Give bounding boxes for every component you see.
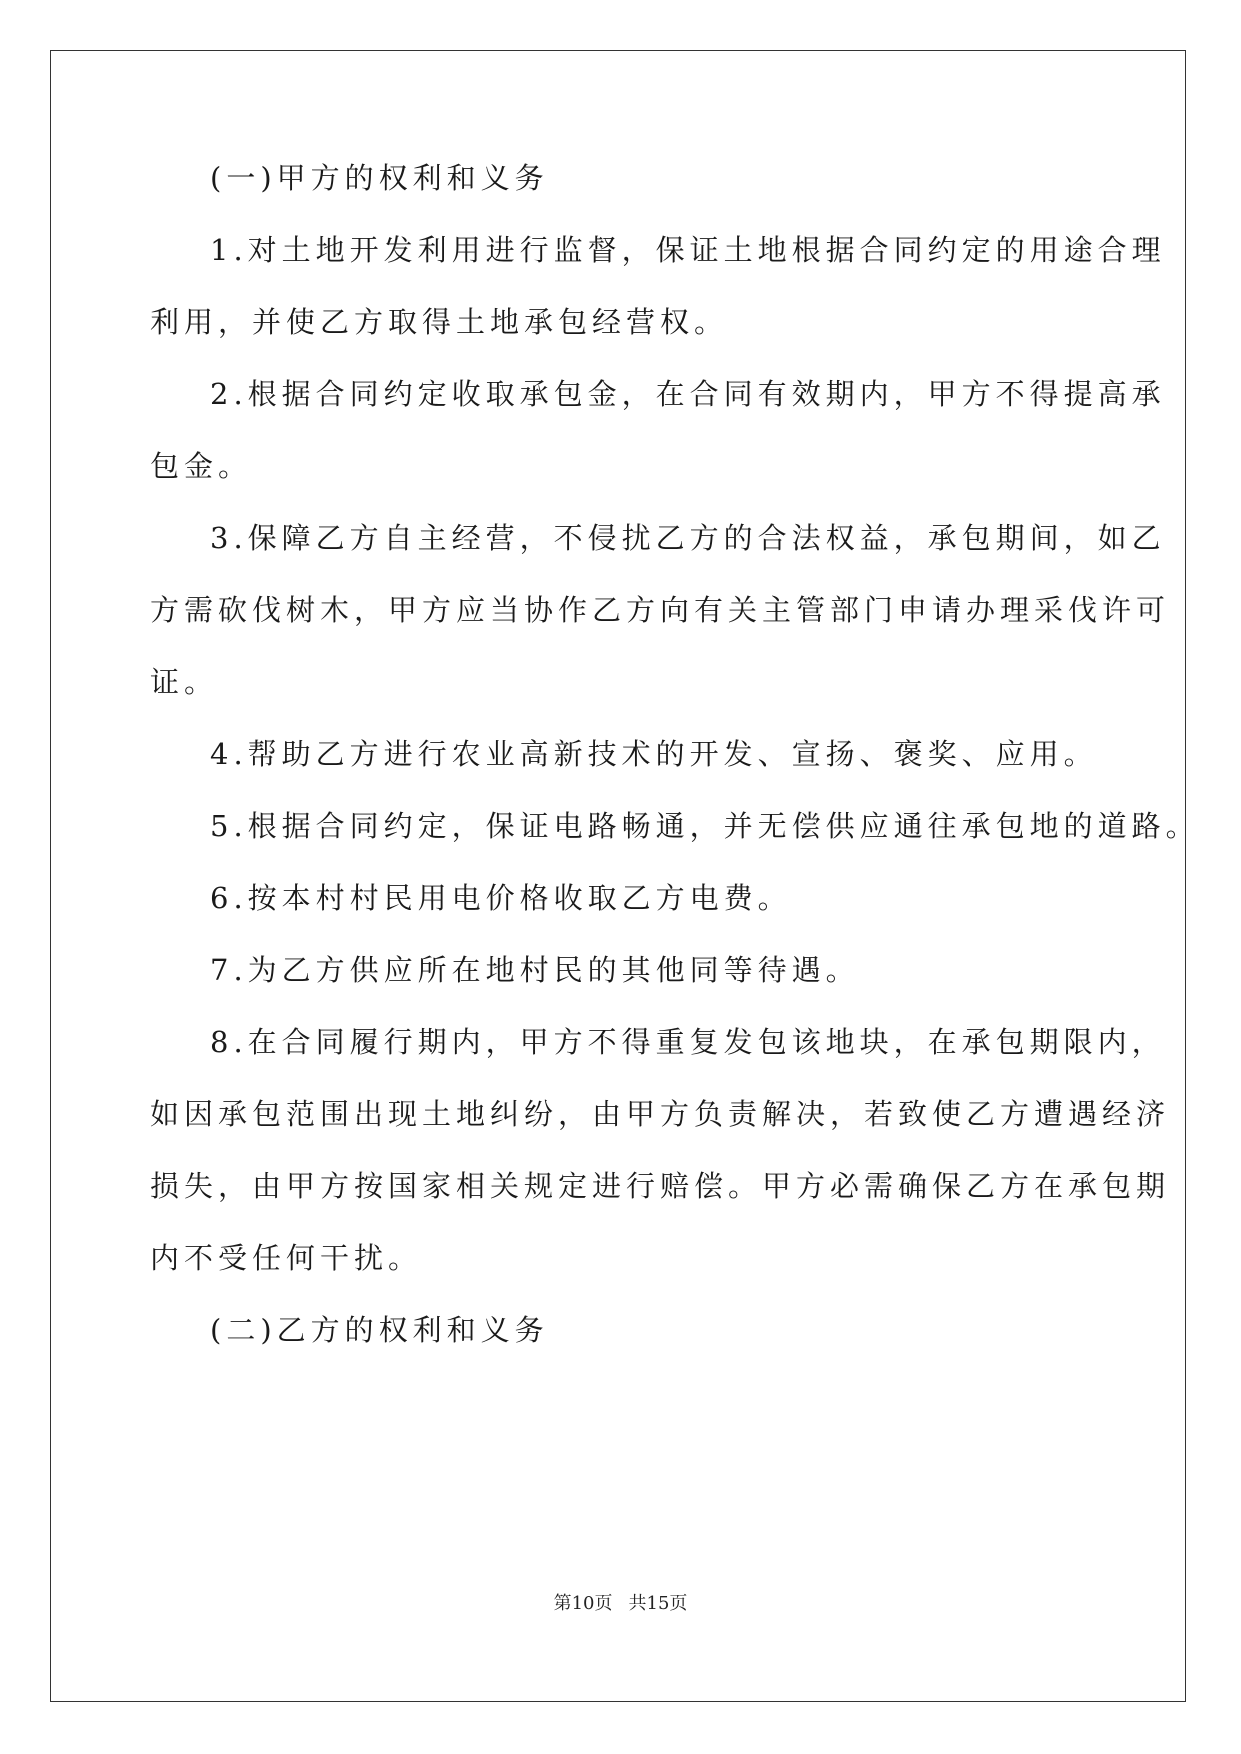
page-total: 共15页 <box>628 1593 688 1614</box>
paragraph-line: 6.按本村村民用电价格收取乙方电费。 <box>210 881 792 915</box>
paragraph-line: 损失，由甲方按国家相关规定进行赔偿。甲方必需确保乙方在承包期 <box>150 1169 1171 1203</box>
page-border <box>50 50 1186 1702</box>
paragraph-line: 1.对土地开发利用进行监督，保证土地根据合同约定的用途合理 <box>210 233 1166 267</box>
paragraph-line: 7.为乙方供应所在地村民的其他同等待遇。 <box>210 953 860 987</box>
page-number: 第10页 <box>553 1593 613 1614</box>
paragraph-line: 方需砍伐树木，甲方应当协作乙方向有关主管部门申请办理采伐许可 <box>150 593 1171 627</box>
paragraph-line: 证。 <box>150 665 219 699</box>
section-heading-party-a: (一)甲方的权利和义务 <box>210 161 549 195</box>
paragraph-line: 5.根据合同约定，保证电路畅通，并无偿供应通往承包地的道路。 <box>210 809 1200 843</box>
paragraph-line: 如因承包范围出现土地纠纷，由甲方负责解决，若致使乙方遭遇经济 <box>150 1097 1171 1131</box>
paragraph-line: 2.根据合同约定收取承包金，在合同有效期内，甲方不得提高承 <box>210 377 1166 411</box>
paragraph-line: 4.帮助乙方进行农业高新技术的开发、宣扬、褒奖、应用。 <box>210 737 1098 771</box>
page-footer <box>0 1589 1241 1615</box>
paragraph-line: 利用，并使乙方取得土地承包经营权。 <box>150 305 729 339</box>
paragraph-line: 8.在合同履行期内，甲方不得重复发包该地块，在承包期限内， <box>210 1025 1166 1059</box>
paragraph-line: 内不受任何干扰。 <box>150 1241 423 1275</box>
section-heading-party-b: (二)乙方的权利和义务 <box>210 1313 549 1347</box>
paragraph-line: 包金。 <box>150 449 253 483</box>
paragraph-line: 3.保障乙方自主经营，不侵扰乙方的合法权益，承包期间，如乙 <box>210 521 1166 555</box>
